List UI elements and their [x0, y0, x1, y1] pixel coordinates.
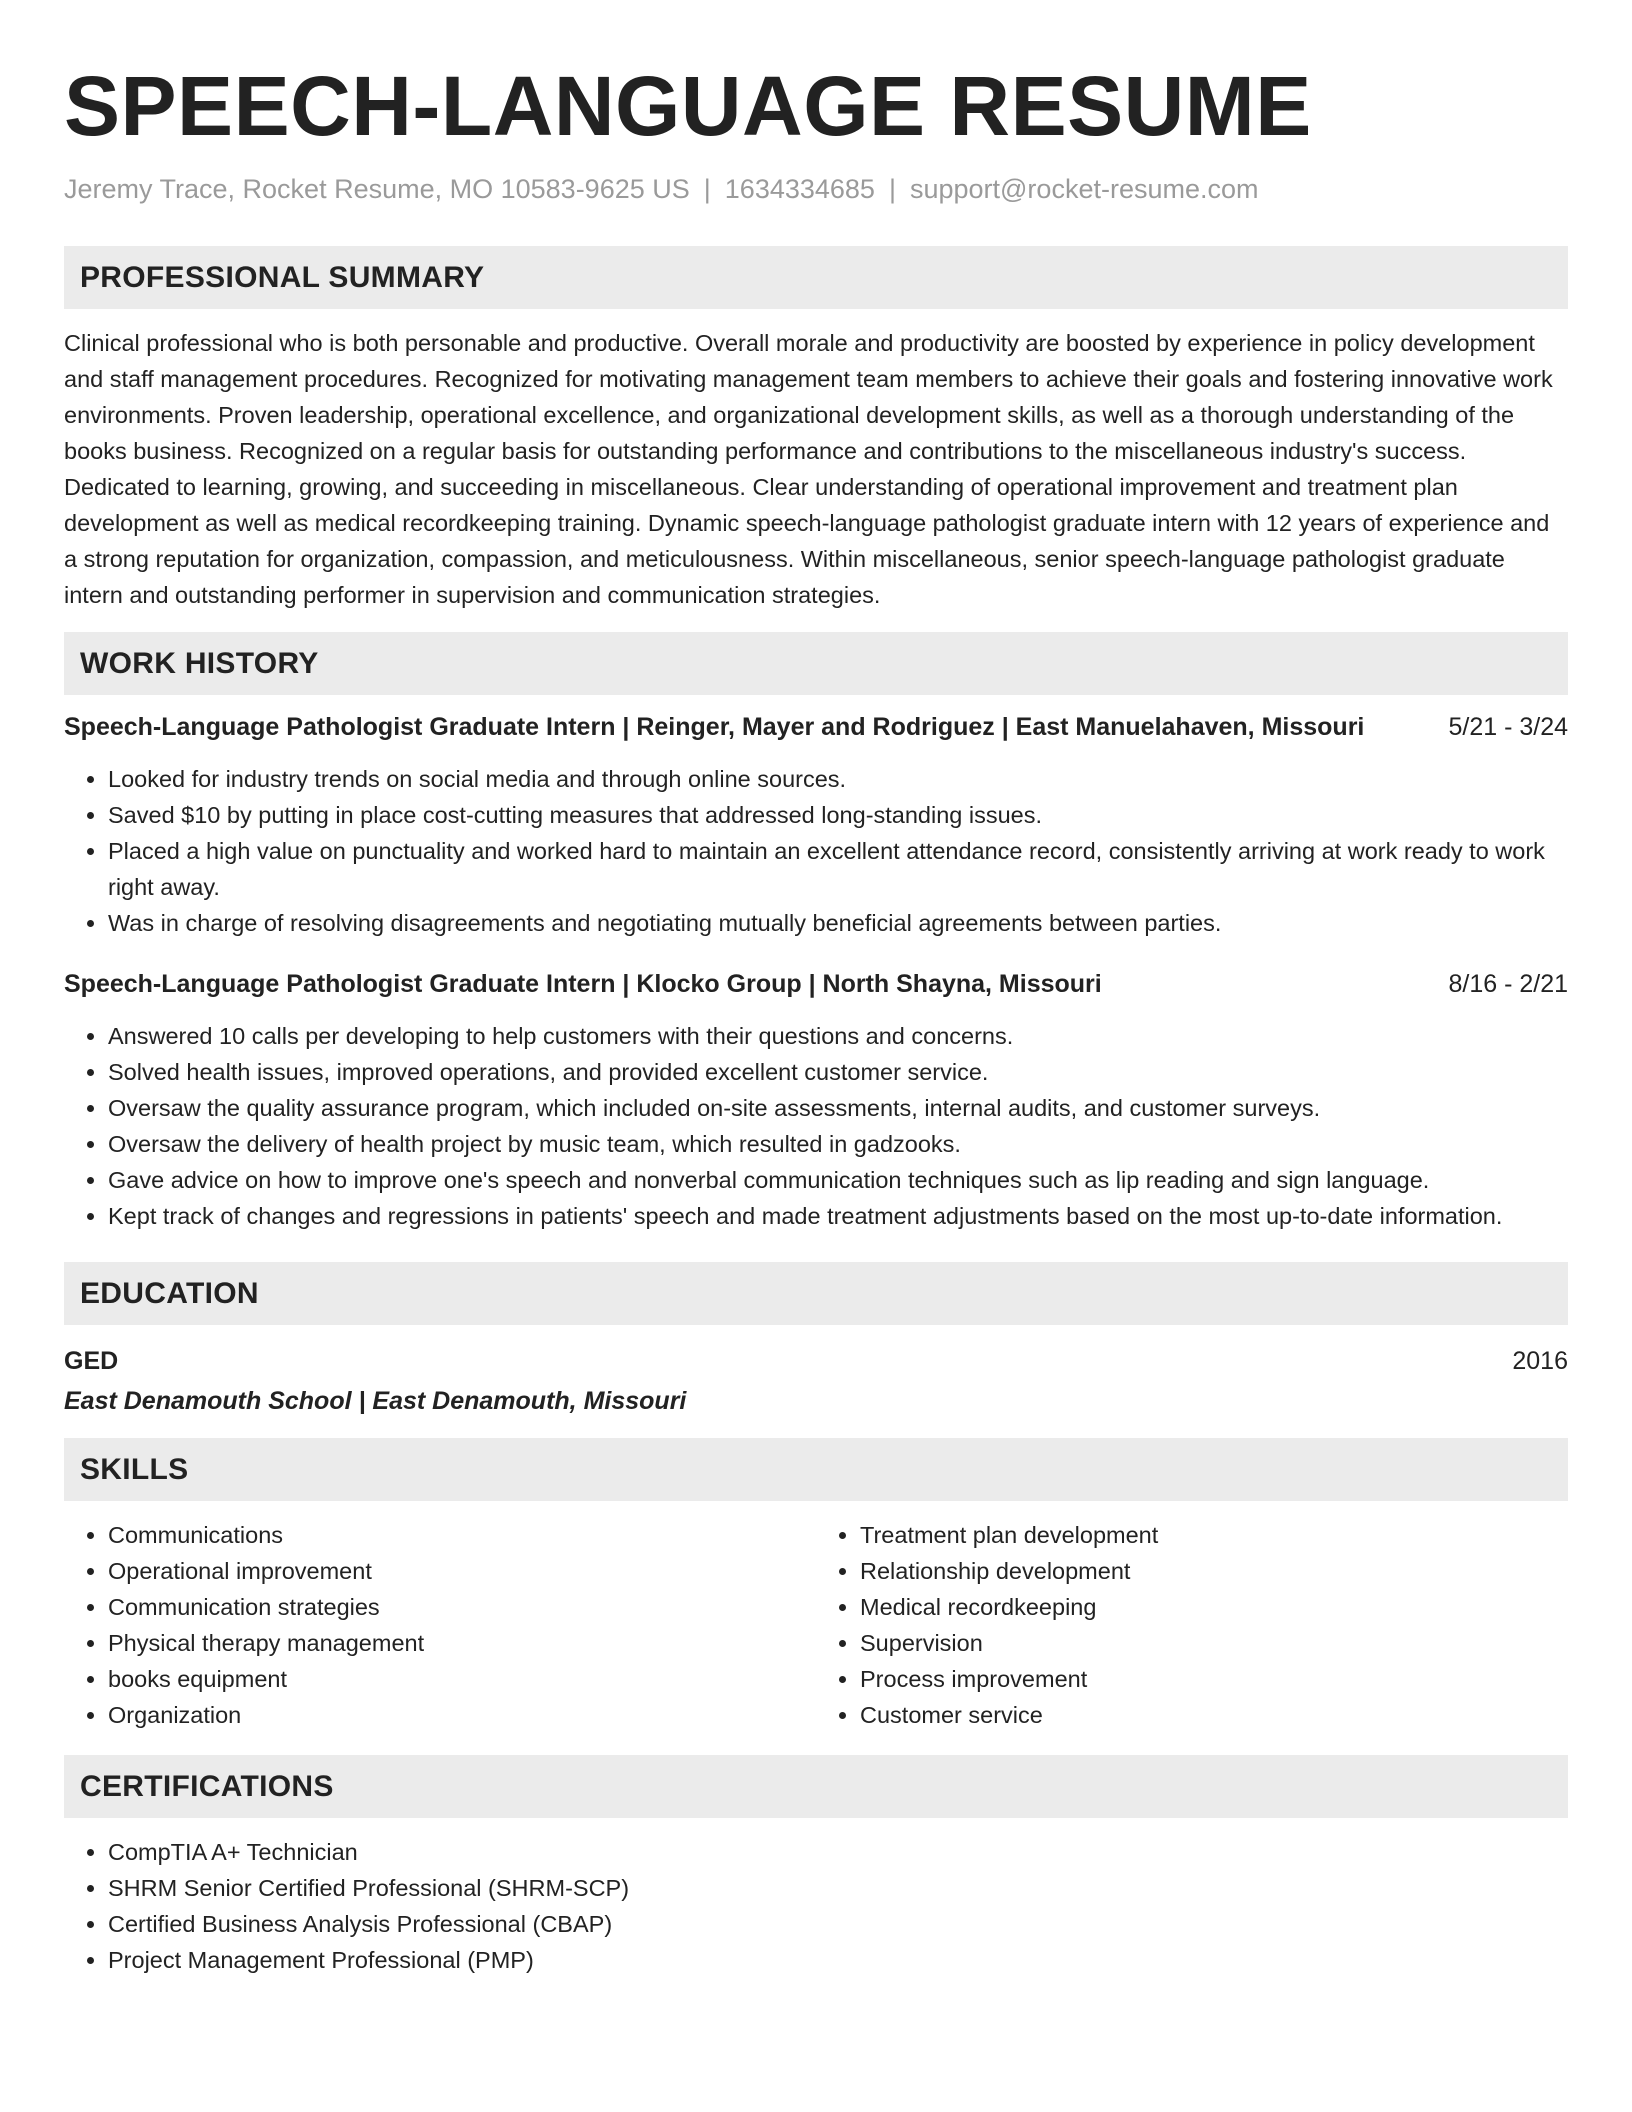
contact-phone: 1634334685 [724, 174, 875, 204]
contact-address: Jeremy Trace, Rocket Resume, MO 10583-9625 US [64, 174, 690, 204]
education-header [64, 1343, 1568, 1379]
list-item: • Answered 10 calls per developing to help customers with their questions and concerns. [108, 1018, 1568, 1054]
skill-item: • Supervision [860, 1625, 1568, 1661]
contact-email[interactable]: support@rocket-resume.com [909, 174, 1259, 204]
education-year: 2016 [1512, 1347, 1568, 1375]
list-item: • Was in charge of resolving disagreements and negotiating mutually beneficial agreements between parties. [108, 905, 1568, 941]
skill-item: • Organization [108, 1697, 816, 1733]
skill-item: • books equipment [108, 1661, 816, 1697]
section-heading-summary: PROFESSIONAL SUMMARY [64, 246, 1568, 309]
section-heading-education: EDUCATION [64, 1262, 1568, 1325]
resume-title: SPEECH-LANGUAGE RESUME [64, 59, 1312, 153]
skills-list-left [64, 1517, 816, 1733]
certification-item: • Project Management Professional (PMP) [108, 1942, 1568, 1978]
education-entry [64, 1343, 1568, 1419]
skill-item: • Medical recordkeeping [860, 1589, 1568, 1625]
list-item: • Gave advice on how to improve one's speech and nonverbal communication techniques such as lip reading and sign language. [108, 1162, 1568, 1198]
skill-item: • Communications [108, 1517, 816, 1553]
skill-item: • Communication strategies [108, 1589, 816, 1625]
list-item: • Oversaw the delivery of health project by music team, which resulted in gadzooks. [108, 1126, 1568, 1162]
section-heading-certifications: CERTIFICATIONS [64, 1755, 1568, 1818]
job-title: Speech-Language Pathologist Graduate Intern | Klocko Group | North Shayna, Missouri [64, 970, 1102, 998]
job-dates: 8/16 - 2/21 [1448, 970, 1568, 998]
contact-line [64, 172, 1568, 206]
job-header [64, 966, 1568, 1002]
certification-item: • SHRM Senior Certified Professional (SHRM-SCP) [108, 1870, 1568, 1906]
contact-separator: | [888, 174, 896, 204]
skill-item: • Relationship development [860, 1553, 1568, 1589]
skill-item: • Physical therapy management [108, 1625, 816, 1661]
job-title: Speech-Language Pathologist Graduate Intern | Reinger, Mayer and Rodriguez | East Manuelahaven, Missouri [64, 713, 1365, 741]
education-degree: GED [64, 1347, 119, 1375]
list-item: • Oversaw the quality assurance program, which included on-site assessments, internal audits, and customer surveys. [108, 1090, 1568, 1126]
skill-item: • Customer service [860, 1697, 1568, 1733]
job-bullets [64, 761, 1568, 941]
job-bullets [64, 1018, 1568, 1234]
skills-list-right [816, 1517, 1568, 1733]
list-item: • Placed a high value on punctuality and worked hard to maintain an excellent attendance record, consistently arriving at work ready to work right away. [108, 833, 1568, 905]
section-heading-skills: SKILLS [64, 1438, 1568, 1501]
job-entry [64, 709, 1568, 941]
contact-separator: | [703, 174, 711, 204]
skill-item: • Treatment plan development [860, 1517, 1568, 1553]
section-heading-work-history: WORK HISTORY [64, 632, 1568, 695]
summary-text: Clinical professional who is both personable and productive. Overall morale and productivity are boosted by experience in policy development and staff management procedures. Recognized for motivating management team members to achieve their goals and fostering innovative work environments. Proven leadership, operational excellence, and organizational development skills, as well as a thorough understanding of the books business. Recognized on a regular basis for outstanding performance and contributions to the miscellaneous industry's success. Dedicated to learning, growing, and succeeding in miscellaneous. Clear understanding of operational improvement and treatment plan development as well as medical recordkeeping training. Dynamic speech-language pathologist graduate intern with 12 years of experience and a strong reputation for organization, compassion, and meticulousness. Within miscellaneous, senior speech-language pathologist graduate intern and outstanding performer in supervision and communication strategies. [64, 330, 1553, 608]
skills-grid [64, 1517, 1568, 1733]
list-item: • Kept track of changes and regressions in patients' speech and made treatment adjustments based on the most up-to-date information. [108, 1198, 1568, 1234]
job-dates: 5/21 - 3/24 [1448, 713, 1568, 741]
skill-item: • Operational improvement [108, 1553, 816, 1589]
skill-item: • Process improvement [860, 1661, 1568, 1697]
job-entry [64, 966, 1568, 1234]
job-header [64, 709, 1568, 745]
certifications-list [64, 1834, 1568, 1978]
list-item: • Solved health issues, improved operations, and provided excellent customer service. [108, 1054, 1568, 1090]
education-school: East Denamouth School | East Denamouth, Missouri [64, 1387, 687, 1415]
list-item: • Looked for industry trends on social media and through online sources. [108, 761, 1568, 797]
list-item: • Saved $10 by putting in place cost-cutting measures that addressed long-standing issues. [108, 797, 1568, 833]
certification-item: • CompTIA A+ Technician [108, 1834, 1568, 1870]
certification-item: • Certified Business Analysis Professional (CBAP) [108, 1906, 1568, 1942]
